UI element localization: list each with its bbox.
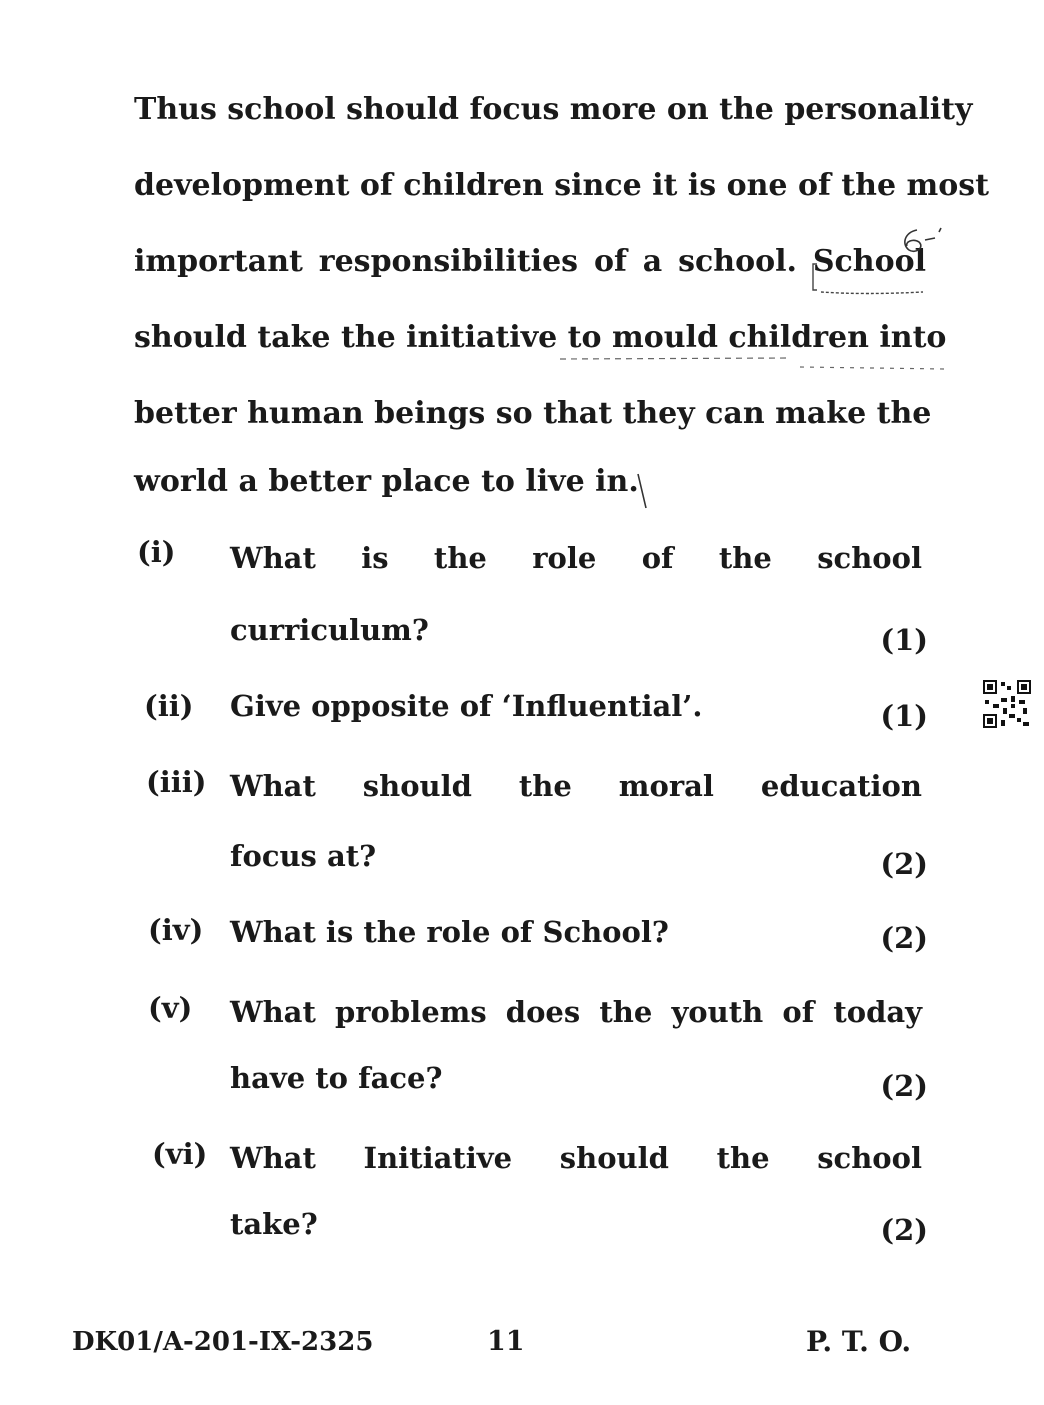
passage-line: important responsibilities of a school. School bbox=[134, 244, 926, 279]
question-marks: (2) bbox=[880, 1213, 928, 1247]
question-number: (iii) bbox=[146, 765, 207, 799]
passage-line: development of children since it is one of the most bbox=[134, 168, 989, 203]
handwritten-mark-icon bbox=[895, 222, 955, 262]
question-number: (iv) bbox=[148, 913, 204, 947]
question-marks: (2) bbox=[880, 1069, 928, 1103]
question-marks: (1) bbox=[880, 623, 928, 657]
passage-line: should take the initiative to mould children into bbox=[134, 320, 947, 355]
question-text: curriculum? bbox=[230, 613, 429, 647]
question-text: Give opposite of ‘Influential’. bbox=[230, 689, 703, 723]
qr-code-icon bbox=[983, 680, 1031, 728]
page-number: 11 bbox=[487, 1326, 525, 1357]
question-number: (i) bbox=[137, 535, 176, 569]
bracket-underline-icon bbox=[805, 258, 935, 298]
question-text: What should the moral education bbox=[230, 769, 922, 803]
question-text: have to face? bbox=[230, 1061, 443, 1095]
please-turn-over: P. T. O. bbox=[806, 1325, 912, 1358]
question-text: What Initiative should the school bbox=[230, 1141, 922, 1175]
passage-line: Thus school should focus more on the personality bbox=[134, 92, 973, 127]
question-number: (v) bbox=[148, 991, 193, 1025]
question-marks: (2) bbox=[880, 847, 928, 881]
question-text: What is the role of School? bbox=[230, 915, 669, 949]
passage-line: world a better place to live in. bbox=[134, 464, 639, 499]
question-marks: (1) bbox=[880, 699, 928, 733]
question-text: take? bbox=[230, 1207, 318, 1241]
question-text: What problems does the youth of today bbox=[230, 995, 922, 1029]
pen-stroke-icon bbox=[628, 470, 658, 514]
question-number: (vi) bbox=[152, 1137, 208, 1171]
question-number: (ii) bbox=[144, 689, 194, 723]
dashed-underline-icon bbox=[560, 355, 950, 375]
question-text: What is the role of the school bbox=[230, 541, 922, 575]
question-marks: (2) bbox=[880, 921, 928, 955]
paper-code: DK01/A-201-IX-2325 bbox=[72, 1327, 374, 1357]
question-text: focus at? bbox=[230, 839, 377, 873]
passage-line: better human beings so that they can make the bbox=[134, 396, 932, 431]
